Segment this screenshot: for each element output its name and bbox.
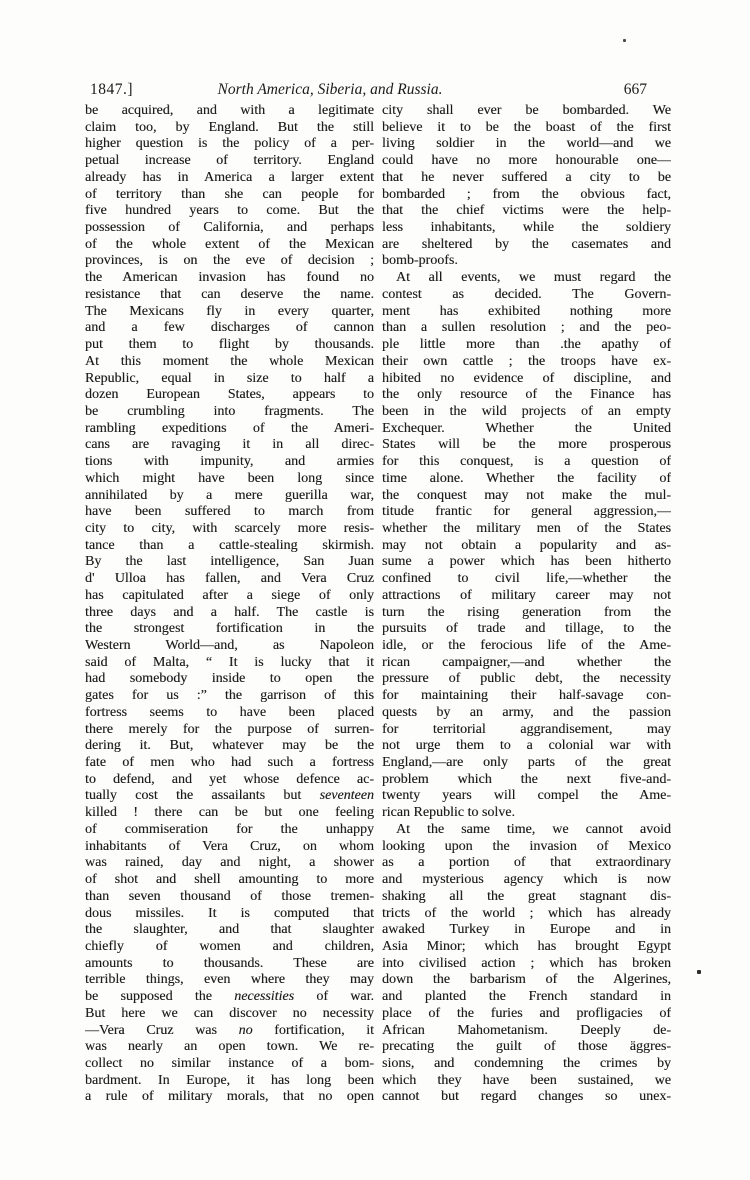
running-head (0, 81, 750, 101)
text-line: of the whole extent of the Mexican (85, 236, 374, 252)
text-line: ple little more than .the apathy of (382, 337, 671, 353)
text-line: titude frantic for general aggression,— (382, 504, 671, 520)
text-line: Exchequer. Whether the United (382, 420, 671, 436)
text-line: the slaughter, and that slaughter (85, 922, 374, 938)
text-line: have been suffered to march from (85, 504, 374, 520)
right-column (382, 103, 671, 1106)
text-line: had somebody inside to open the (85, 671, 374, 687)
text-line: confined to civil life,—whether the (382, 571, 671, 587)
text-line: be crumbling into fragments. The (85, 403, 374, 419)
text-line: the only resource of the Finance has (382, 387, 671, 403)
text-line: fate of men who had such a fortress (85, 755, 374, 771)
text-line: dous missiles. It is computed that (85, 905, 374, 921)
text-line: terrible things, even where they may (85, 972, 374, 988)
text-line: Republic, equal in size to half a (85, 370, 374, 386)
text-line: higher question is the policy of a per- (85, 136, 374, 152)
text-line: was rained, day and night, a shower (85, 855, 374, 871)
text-line: and a few discharges of cannon (85, 320, 374, 336)
text-line: could have no more honourable one— (382, 153, 671, 169)
text-line: rican Republic to solve. (382, 805, 515, 821)
text-line: chiefly of women and children, (85, 938, 374, 954)
text-columns (85, 103, 671, 1106)
text-line: idle, or the ferocious life of the Ame- (382, 638, 671, 653)
text-line: shaking all the great stagnant dis- (382, 888, 671, 904)
text-line: bombarded ; from the obvious fact, (382, 186, 671, 202)
text-line: as a portion of that extraordinary (382, 855, 671, 871)
text-line: dering it. But, whatever may be the (85, 738, 374, 754)
text-line: living soldier in the world—and we (382, 136, 671, 152)
italic-text: necessities (234, 989, 295, 1005)
text-line: was nearly an open town. We re- (85, 1039, 374, 1055)
text-line: said of Malta, “ It is lucky that it (85, 654, 374, 670)
plain-text: fortification, it (252, 1022, 374, 1038)
text-line: States will be the more prosperous (382, 437, 671, 453)
text-line: resistance that can deserve the name. (85, 286, 374, 302)
text-line: which might have been long since (85, 470, 374, 486)
text-line: whether the military men of the States (382, 520, 671, 536)
text-line: into civilised action ; which has broken (382, 955, 671, 971)
text-line: than seven thousand of those tremen- (85, 888, 374, 904)
header-page-number: 667 (623, 81, 647, 98)
text-line: petual increase of territory. England (85, 153, 374, 169)
text-line: At all events, we must regard the (396, 270, 671, 286)
text-line: tricts of the world ; which has already (382, 905, 671, 921)
text-line: tance than a cattle-stealing skirmish. (85, 537, 374, 553)
text-line: rambling expeditions of the Ameri- (85, 420, 374, 436)
text-line: attractions of military career may not (382, 587, 671, 603)
text-line (85, 1023, 374, 1040)
plain-text: —Vera Cruz was (85, 1022, 239, 1038)
text-line: annihilated by a mere guerilla war, (85, 487, 374, 503)
text-line: time alone. Whether the facility of (382, 470, 671, 486)
text-line: may not obtain a popularity and as- (382, 537, 671, 553)
text-line: which they have been sustained, we (382, 1072, 671, 1088)
text-line: rican campaigner,—and whether the (382, 654, 671, 670)
text-line: the strongest fortification in the (85, 621, 374, 637)
text-line: of territory than she can people for (85, 186, 374, 202)
text-line: five hundred years to come. But the (85, 203, 374, 219)
text-line: pressure of public debt, the necessity (382, 671, 671, 687)
text-line: dozen European States, appears to (85, 387, 374, 403)
text-line: collect no similar instance of a bom- (85, 1055, 374, 1071)
text-line: to defend, and yet whose defence ac- (85, 771, 374, 787)
italic-text: no (238, 1022, 253, 1038)
text-line: At the same time, we cannot avoid (396, 821, 671, 837)
text-line: a rule of military morals, that no open (85, 1089, 374, 1105)
text-line: possession of California, and perhaps (85, 220, 374, 236)
text-line: provinces, is on the eve of decision ; (85, 253, 374, 269)
text-line: has capitulated after a siege of only (85, 587, 374, 603)
scan-speck-right (697, 970, 701, 974)
text-line: problem which the next five-and- (382, 771, 671, 787)
text-line: Asia Minor; which has brought Egypt (382, 938, 671, 954)
text-line: killed ! there can be but one feeling (85, 805, 374, 821)
text-line (85, 788, 374, 805)
text-line: the conquest may not make the mul- (382, 487, 671, 503)
text-line: At this moment the whole Mexican (85, 353, 374, 369)
text-line: their own cattle ; the troops have ex- (382, 353, 671, 369)
text-line: quests by an army, and the passion (382, 704, 671, 720)
plain-text: tually cost the assailants but (85, 788, 320, 804)
text-line: turn the rising generation from the (382, 604, 671, 620)
text-line: fortress seems to have been placed (85, 704, 374, 720)
text-line: down the barbarism of the Algerines, (382, 972, 671, 988)
text-line: that he never suffered a city to be (382, 169, 671, 185)
text-line: amounts to thousands. These are (85, 955, 374, 971)
text-line: the American invasion has found no (85, 270, 374, 286)
text-line: of shot and shell amounting to more (85, 872, 374, 888)
text-line: gates for us :” the garrison of this (85, 688, 374, 704)
text-line: less inhabitants, while the soldiery (382, 220, 671, 236)
text-line: precating the guilt of those äggres- (382, 1039, 671, 1055)
text-line: African Mahometanism. Deeply de- (382, 1022, 671, 1038)
text-line: already has in America a larger extent (85, 169, 374, 185)
text-line: been in the wild projects of an empty (382, 403, 671, 419)
text-line: put them to flight by thousands. (85, 337, 374, 353)
text-line: be acquired, and with a legitimate (85, 103, 374, 118)
text-line: Western World—and, as Napoleon (85, 638, 374, 653)
italic-text: seventeen (319, 788, 374, 804)
text-line: But here we can discover no necessity (85, 1005, 374, 1021)
text-line: and mysterious agency which is now (382, 872, 671, 888)
plain-text: of war. (294, 989, 374, 1005)
text-line: city shall ever be bombarded. We (382, 103, 671, 118)
text-line: awaked Turkey in Europe and in (382, 922, 671, 938)
text-line: and planted the French standard in (382, 989, 671, 1005)
text-line: city to city, with scarcely more resis- (85, 520, 374, 536)
text-line: for territorial aggrandisement, may (382, 721, 671, 737)
left-column (85, 103, 374, 1106)
text-line: inhabitants of Vera Cruz, on whom (85, 838, 374, 854)
header-title: North America, Siberia, and Russia. (217, 81, 443, 98)
text-line: sume a power which has been hitherto (382, 554, 671, 570)
text-line: England,—are only parts of the great (382, 755, 671, 771)
text-line: tions with impunity, and armies (85, 454, 374, 470)
text-line: there merely for the purpose of surren- (85, 721, 374, 737)
text-line: hibited no evidence of discipline, and (382, 370, 671, 386)
scan-speck-top (623, 39, 626, 42)
text-line: place of the furies and profligacies of (382, 1005, 671, 1021)
text-line: bomb-proofs. (382, 253, 458, 269)
text-line: ment has exhibited nothing more (382, 303, 671, 319)
text-line: that the chief victims were the help- (382, 203, 671, 219)
text-line: pursuits of trade and tillage, to the (382, 621, 671, 637)
header-year: 1847.] (90, 81, 134, 98)
text-line: looking upon the invasion of Mexico (382, 838, 671, 854)
text-line: not urge them to a colonial war with (382, 738, 671, 754)
text-line: By the last intelligence, San Juan (85, 554, 374, 570)
text-line: are sheltered by the casemates and (382, 236, 671, 252)
text-line: for this conquest, is a question of (382, 454, 671, 470)
text-line: The Mexicans fly in every quarter, (85, 303, 374, 319)
text-line: three days and a half. The castle is (85, 604, 374, 620)
text-line (85, 989, 374, 1006)
text-line: sions, and condemning the crimes by (382, 1055, 671, 1071)
text-line: d' Ulloa has fallen, and Vera Cruz (85, 571, 374, 587)
text-line: claim too, by England. But the still (85, 119, 374, 135)
text-line: cannot but regard changes so unex- (382, 1089, 671, 1105)
text-line: cans are ravaging it in all direc- (85, 437, 374, 453)
text-line: believe it to be the boast of the first (382, 119, 671, 135)
text-line: twenty years will compel the Ame- (382, 788, 671, 804)
text-line: than a sullen resolution ; and the peo- (382, 320, 671, 336)
text-line: bardment. In Europe, it has long been (85, 1072, 374, 1088)
text-line: contest as decided. The Govern- (382, 286, 671, 302)
text-line: of commiseration for the unhappy (85, 821, 374, 837)
plain-text: be supposed the (85, 989, 235, 1005)
text-line: for maintaining their half-savage con- (382, 688, 671, 704)
